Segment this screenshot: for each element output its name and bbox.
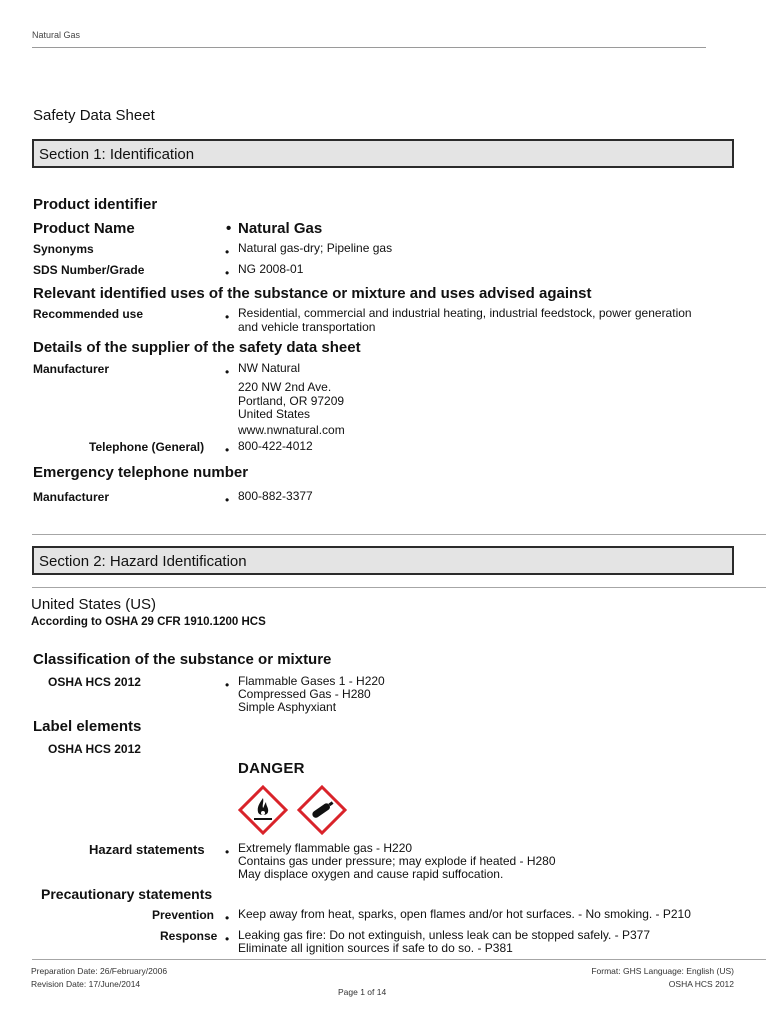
classification-heading: Classification of the substance or mixture: [33, 651, 332, 668]
sds-number-label: SDS Number/Grade: [33, 263, 145, 277]
product-identifier-heading: Product identifier: [33, 196, 158, 213]
region-heading: United States (US): [31, 596, 157, 613]
manufacturer-label: Manufacturer: [33, 362, 110, 376]
product-name-label: Product Name: [33, 220, 135, 237]
gas-cylinder-pictogram-icon: [297, 785, 347, 835]
hazard-line-2: Contains gas under pressure; may explode if heated - H280: [238, 854, 556, 868]
bullet: •: [225, 678, 230, 692]
bullet: •: [225, 493, 230, 507]
section-2-heading: Section 2: Hazard Identification: [32, 546, 734, 575]
preparation-date: Preparation Date: 26/February/2006: [31, 966, 168, 976]
emergency-manufacturer-label: Manufacturer: [33, 490, 110, 504]
page-number: Page 1 of 14: [338, 987, 387, 997]
classification-line-1: Flammable Gases 1 - H220: [238, 674, 385, 688]
classification-osha-label: OSHA HCS 2012: [48, 675, 141, 689]
footer-divider: [32, 959, 766, 960]
bullet: •: [225, 443, 230, 457]
response-line-1: Leaking gas fire: Do not extinguish, unless leak can be stopped safely. - P377: [238, 928, 651, 942]
classification-line-3: Simple Asphyxiant: [238, 700, 337, 714]
bullet: •: [225, 266, 230, 280]
synonyms-value: Natural gas-dry; Pipeline gas: [238, 241, 393, 255]
uses-heading: Relevant identified uses of the substance or mixture and uses advised against: [33, 285, 592, 302]
address-line-2: Portland, OR 97209: [238, 394, 345, 408]
section-divider: [32, 587, 766, 588]
telephone-value: 800-422-4012: [238, 439, 313, 453]
hazard-line-1: Extremely flammable gas - H220: [238, 841, 413, 855]
product-name-value: Natural Gas: [238, 220, 323, 237]
sds-number-value: NG 2008-01: [238, 262, 304, 276]
response-line-2: Eliminate all ignition sources if safe to do so. - P381: [238, 941, 513, 955]
section-1-heading: Section 1: Identification: [32, 139, 734, 168]
format-language: Format: GHS Language: English (US): [591, 966, 734, 976]
emergency-heading: Emergency telephone number: [33, 464, 249, 481]
bullet: •: [225, 310, 230, 324]
section-divider: [32, 534, 766, 535]
address-line-3: United States: [238, 407, 311, 421]
telephone-label: Telephone (General): [89, 440, 205, 454]
bullet: •: [226, 220, 232, 237]
classification-line-2: Compressed Gas - H280: [238, 687, 371, 701]
address-line-1: 220 NW 2nd Ave.: [238, 380, 332, 394]
prevention-value: Keep away from heat, sparks, open flames and/or hot surfaces. - No smoking. - P210: [238, 907, 691, 921]
supplier-heading: Details of the supplier of the safety data sheet: [33, 339, 361, 356]
bullet: •: [225, 932, 230, 946]
manufacturer-name: NW Natural: [238, 361, 301, 375]
header-divider: [32, 47, 706, 48]
revision-date: Revision Date: 17/June/2014: [31, 979, 141, 989]
response-label: Response: [160, 929, 218, 943]
manufacturer-website[interactable]: www.nwnatural.com: [238, 423, 345, 437]
bullet: •: [225, 365, 230, 379]
signal-word: DANGER: [238, 760, 305, 777]
prevention-label: Prevention: [152, 908, 215, 922]
flame-pictogram-icon: [238, 785, 288, 835]
label-elements-heading: Label elements: [33, 718, 142, 735]
precautionary-heading: Precautionary statements: [41, 886, 213, 902]
bullet: •: [225, 911, 230, 925]
recommended-use-label: Recommended use: [33, 307, 144, 321]
document-title: Safety Data Sheet: [33, 107, 155, 124]
bullet: •: [225, 245, 230, 259]
hazard-statements-label: Hazard statements: [89, 842, 205, 857]
label-osha-label: OSHA HCS 2012: [48, 742, 141, 756]
footer-standard: OSHA HCS 2012: [668, 979, 734, 989]
recommended-use-line-1: Residential, commercial and industrial heating, industrial feedstock, power generation: [238, 306, 692, 320]
according-text: According to OSHA 29 CFR 1910.1200 HCS: [31, 616, 266, 628]
synonyms-label: Synonyms: [33, 242, 94, 256]
recommended-use-line-2: and vehicle transportation: [238, 320, 376, 334]
hazard-line-3: May displace oxygen and cause rapid suffocation.: [238, 867, 504, 881]
header-title: Natural Gas: [32, 30, 81, 40]
emergency-phone-value: 800-882-3377: [238, 489, 313, 503]
bullet: •: [225, 845, 230, 859]
